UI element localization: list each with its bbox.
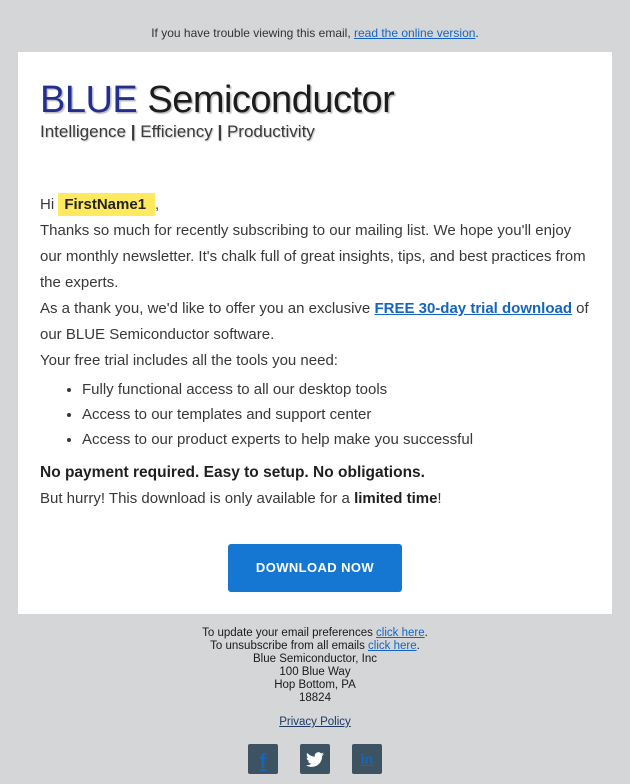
- twitter-icon: [306, 750, 324, 768]
- facebook-icon: f: [259, 751, 267, 773]
- twitter-link[interactable]: [300, 744, 330, 774]
- brand-name: [40, 80, 590, 120]
- linkedin-icon: in: [360, 750, 374, 767]
- hurry-line: [40, 486, 590, 512]
- privacy-policy-link[interactable]: Privacy Policy: [279, 716, 351, 728]
- greeting-prefix: Hi: [40, 196, 59, 213]
- no-payment-line: No payment required. Easy to setup. No obligations.: [40, 464, 425, 481]
- benefits-list: [40, 377, 590, 452]
- update-preferences-link[interactable]: click here: [376, 627, 425, 639]
- email-footer: [0, 614, 630, 784]
- brand-tagline: [40, 121, 590, 142]
- free-trial-download-link[interactable]: FREE 30-day trial download: [374, 300, 572, 317]
- email-body-container: [18, 52, 612, 614]
- tagline-word: Efficiency: [140, 122, 213, 141]
- hurry-text: But hurry! This download is only available for a: [40, 490, 355, 507]
- unsubscribe-period: .: [416, 640, 420, 652]
- merge-field-first-name: FirstName1: [58, 193, 155, 216]
- download-now-button[interactable]: DOWNLOAD NOW: [228, 544, 402, 592]
- unsubscribe-link[interactable]: click here: [368, 640, 417, 652]
- address-street: 100 Blue Way: [279, 666, 351, 678]
- preferences-line: [10, 627, 620, 640]
- offer-text: As a thank you, we'd like to offer you an exclusive: [40, 300, 375, 317]
- benefit-item: • Access to our product experts to help make you successful: [82, 427, 590, 452]
- tagline-separator: |: [130, 122, 136, 141]
- email-content: [40, 192, 590, 592]
- offer-text-after: of our BLUE Semiconductor software.: [40, 300, 589, 343]
- tagline-word: Intelligence: [40, 122, 127, 141]
- greeting-line: [40, 192, 590, 218]
- preheader-period: .: [475, 26, 479, 40]
- facebook-link[interactable]: [248, 744, 278, 774]
- tagline-word: Productivity: [226, 122, 315, 141]
- hurry-suffix: !: [437, 490, 442, 507]
- address-city-state: Hop Bottom, PA: [274, 679, 356, 691]
- limited-time-emphasis: limited time: [354, 490, 438, 507]
- brand-name-accent: BLUE: [40, 79, 138, 121]
- address-zip: 18824: [299, 692, 331, 704]
- tagline-separator: |: [217, 122, 223, 141]
- preferences-text: To update your email preferences: [202, 627, 377, 639]
- benefit-item: • Fully functional access to all our desktop tools: [82, 377, 590, 402]
- preheader-text: If you have trouble viewing this email,: [151, 26, 354, 40]
- offer-paragraph: [40, 296, 590, 348]
- unsubscribe-line: [10, 640, 620, 653]
- cta-row: [40, 544, 590, 592]
- social-links-row: [10, 744, 620, 774]
- company-name: Blue Semiconductor, Inc: [252, 653, 377, 665]
- linkedin-link[interactable]: [352, 744, 382, 774]
- intro-paragraph: Thanks so much for recently subscribing to our mailing list. We hope you'll enjoy our monthly newsletter. It's chalk full of great insights, tips, and best practices from the experts.: [40, 222, 586, 291]
- preferences-period: .: [424, 627, 428, 639]
- unsubscribe-text: To unsubscribe from all emails: [210, 640, 369, 652]
- preheader: [0, 0, 630, 52]
- brand-logo: [40, 80, 590, 142]
- brand-name-rest: Semiconductor: [147, 79, 395, 121]
- trial-includes-line: Your free trial includes all the tools you need:: [40, 352, 338, 369]
- greeting-suffix: ,: [155, 196, 160, 213]
- benefit-item: • Access to our templates and support center: [82, 402, 590, 427]
- online-version-link[interactable]: read the online version: [354, 26, 476, 40]
